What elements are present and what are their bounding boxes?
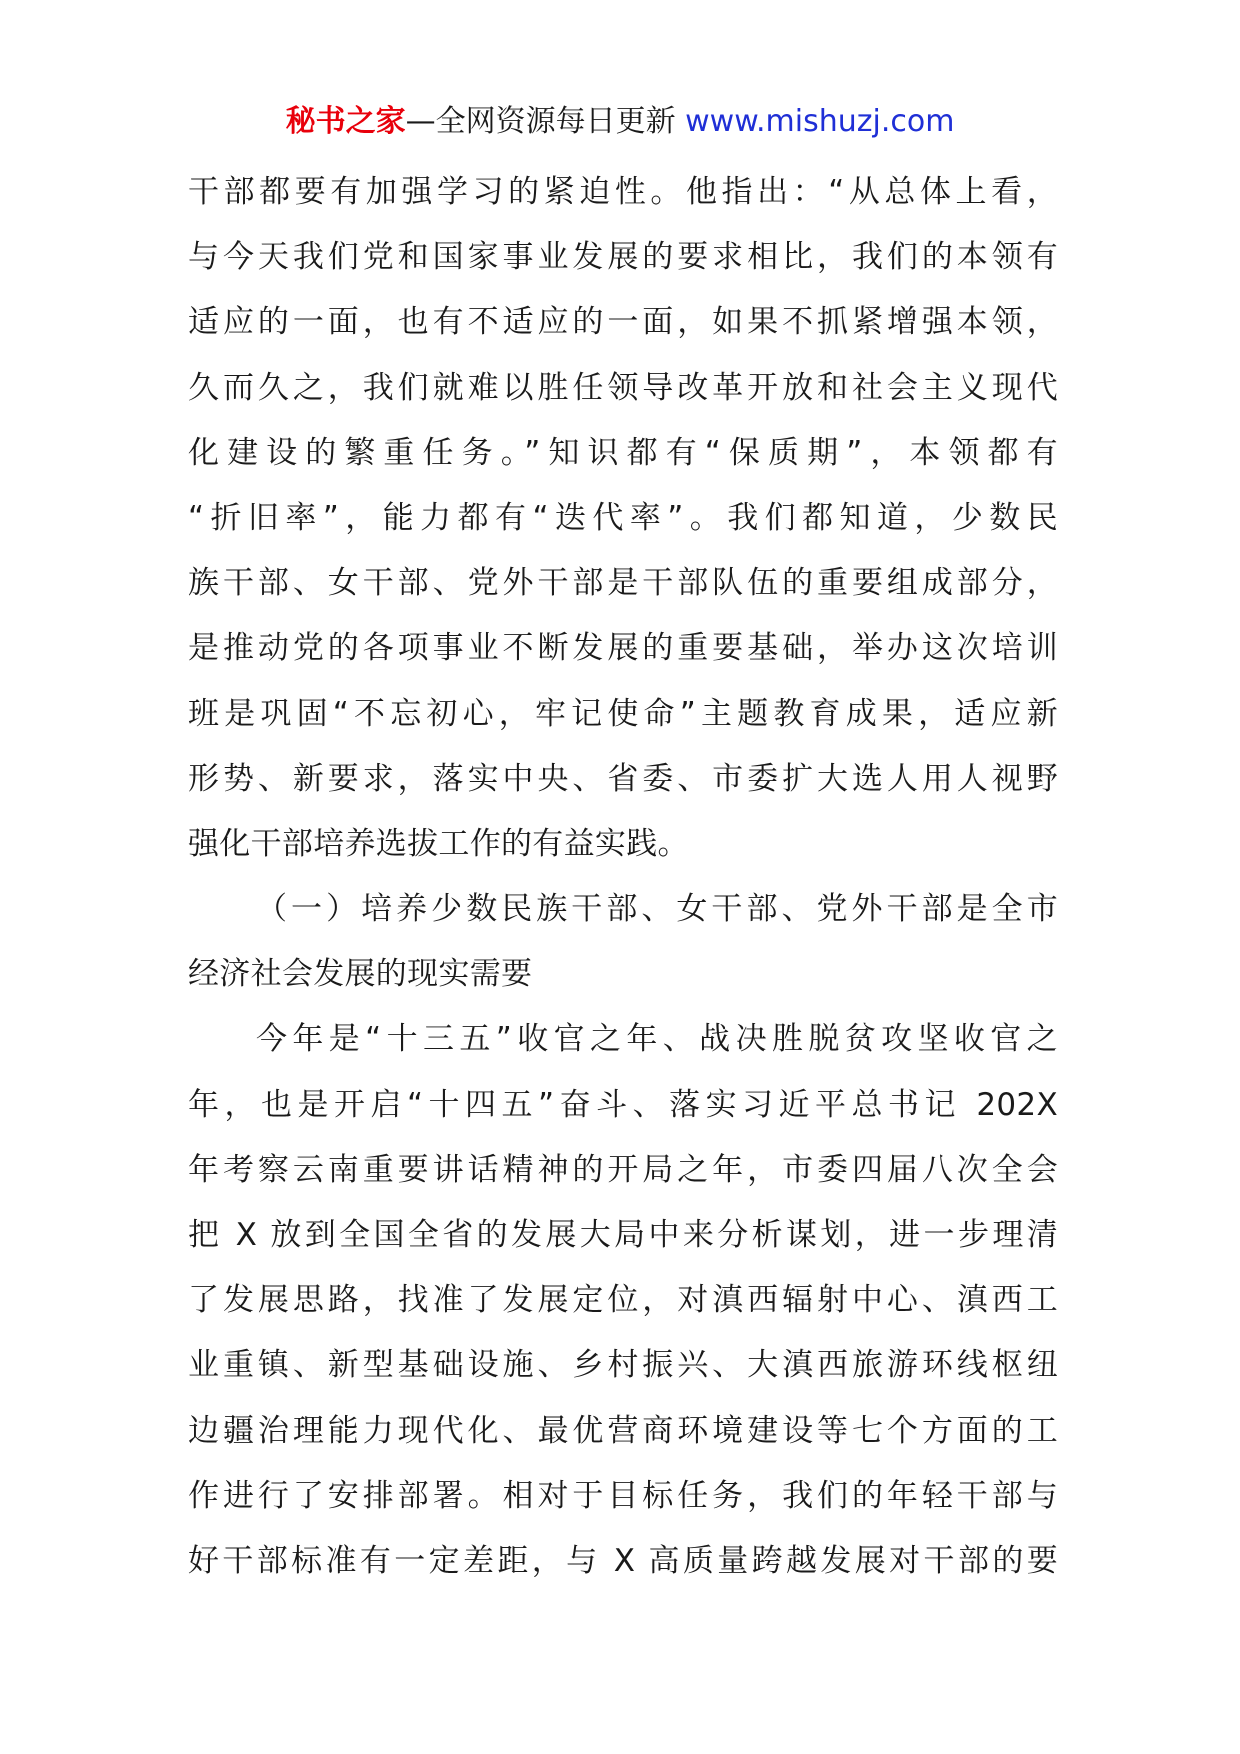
- text-line: 族干部、女干部、党外干部是干部队伍的重要组成部分，: [188, 565, 1058, 602]
- text-line: 是推动党的各项事业不断发展的重要基础，举办这次培训: [188, 630, 1058, 667]
- text-line: 边疆治理能力现代化、最优营商环境建设等七个方面的工: [188, 1412, 1058, 1449]
- text-line: 把 X 放到全国全省的发展大局中来分析谋划，进一步理清: [188, 1217, 1058, 1253]
- text-line: 班是巩固“不忘初心，牢记使命”主题教育成果，适应新: [188, 695, 1058, 732]
- text-line: 业重镇、新型基础设施、乡村振兴、大滇西旅游环线枢纽: [188, 1347, 1058, 1384]
- text-line: 干部都要有加强学习的紧迫性。他指出：“从总体上看，: [188, 174, 1058, 210]
- site-brand: 秘书之家: [285, 104, 406, 139]
- text-line: 今年是“十三五”收官之年、战决胜脱贫攻坚收官之: [256, 1021, 1058, 1058]
- text-line: 年，也是开启“十四五”奋斗、落实习近平总书记 202X: [188, 1086, 1058, 1123]
- text-line: 形势、新要求，落实中央、省委、市委扩大选人用人视野: [188, 760, 1058, 797]
- text-line: 与今天我们党和国家事业发展的要求相比，我们的本领有: [188, 239, 1058, 276]
- text-line: 久而久之，我们就难以胜任领导改革开放和社会主义现代: [188, 369, 1058, 406]
- text-line: 好干部标准有一定差距，与 X 高质量跨越发展对干部的要: [188, 1542, 1058, 1579]
- site-url-link[interactable]: www.mishuzj.com: [685, 104, 955, 139]
- text-line: 化建设的繁重任务。”知识都有“保质期”，本领都有: [188, 434, 1058, 471]
- text-line: “折旧率”，能力都有“迭代率”。我们都知道，少数民: [188, 499, 1058, 536]
- section-heading-line: 经济社会发展的现实需要: [188, 956, 533, 993]
- text-line: 作进行了安排部署。相对于目标任务，我们的年轻干部与: [188, 1477, 1058, 1514]
- section-heading-line: （一）培养少数民族干部、女干部、党外干部是全市: [256, 891, 1058, 928]
- document-body: [188, 160, 1058, 1594]
- site-tagline: —全网资源每日更新: [405, 104, 676, 139]
- text-line: 强化干部培养选拔工作的有益实践。: [188, 825, 689, 862]
- text-line: 了发展思路，找准了发展定位，对滇西辐射中心、滇西工: [188, 1282, 1058, 1319]
- text-line: 年考察云南重要讲话精神的开局之年，市委四届八次全会: [188, 1151, 1058, 1188]
- site-header: [0, 102, 1240, 142]
- text-line: 适应的一面，也有不适应的一面，如果不抓紧增强本领，: [188, 304, 1058, 341]
